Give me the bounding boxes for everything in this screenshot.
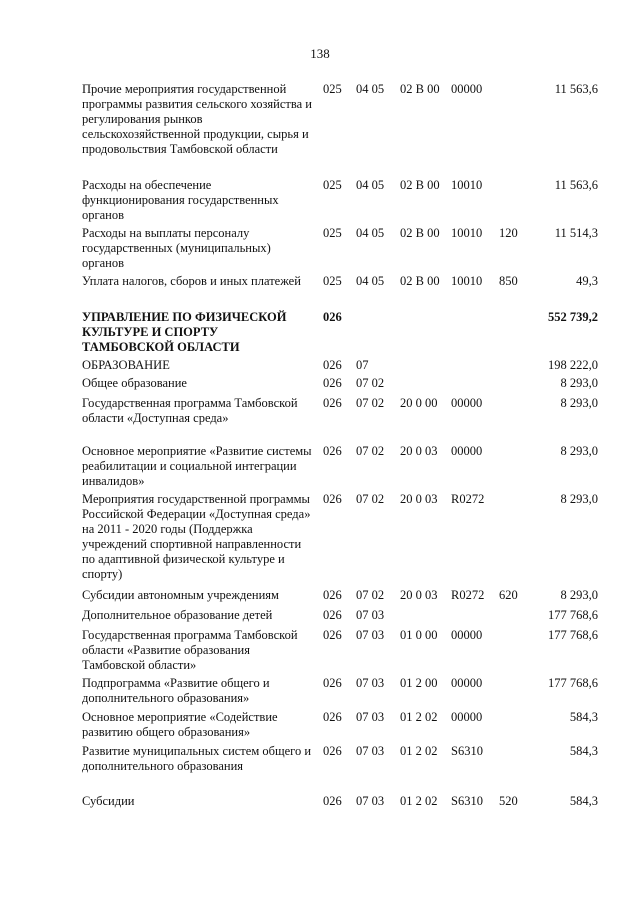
row-name: Расходы на выплаты персоналу государственных (муниципальных) органов — [82, 226, 271, 270]
row-sum: 177 768,6 — [548, 676, 598, 690]
row-program-code: 01 2 02 — [400, 744, 438, 758]
table-row — [0, 608, 640, 628]
row-section: 07 03 — [356, 676, 385, 690]
row-sum: 177 768,6 — [548, 628, 598, 642]
row-sum: 8 293,0 — [560, 376, 598, 390]
page-number: 138 — [310, 46, 330, 61]
table-row — [0, 226, 640, 274]
table-row-department — [0, 310, 640, 358]
row-sum: 8 293,0 — [560, 492, 598, 506]
row-program-code: 01 0 00 — [400, 628, 438, 642]
row-section: 07 02 — [356, 588, 385, 602]
table-row — [0, 274, 640, 310]
row-ved: 026 — [323, 608, 342, 622]
row-section: 07 — [356, 358, 369, 372]
row-section: 07 02 — [356, 444, 385, 458]
row-program-code: 20 0 00 — [400, 396, 438, 410]
row-expense-type: 850 — [499, 274, 518, 288]
row-name: Подпрограмма «Развитие общего и дополнительного образования» — [82, 676, 270, 705]
row-section: 07 03 — [356, 710, 385, 724]
row-ved: 026 — [323, 744, 342, 758]
row-expense-code: 00000 — [451, 82, 483, 96]
row-name: Основное мероприятие «Развитие системы реабилитации и социальной интеграции инвалидов» — [82, 444, 312, 488]
row-expense-code: 00000 — [451, 676, 483, 690]
budget-table — [0, 82, 640, 814]
row-name: ОБРАЗОВАНИЕ — [82, 358, 170, 372]
table-row — [0, 82, 640, 178]
row-ved: 026 — [323, 676, 342, 690]
row-sum: 8 293,0 — [560, 444, 598, 458]
row-sum: 11 514,3 — [554, 226, 598, 240]
row-sum: 584,3 — [569, 710, 598, 724]
row-section: 07 02 — [356, 396, 385, 410]
row-section: 04 05 — [356, 178, 385, 192]
row-name: Общее образование — [82, 376, 187, 390]
row-expense-code: R0272 — [451, 492, 485, 506]
row-section: 04 05 — [356, 226, 385, 240]
row-section: 07 02 — [356, 492, 385, 506]
row-program-code: 02 В 00 — [400, 274, 440, 288]
row-sum: 584,3 — [569, 744, 598, 758]
row-sum: 584,3 — [569, 794, 598, 808]
row-expense-code: 00000 — [451, 628, 483, 642]
row-program-code: 20 0 03 — [400, 492, 438, 506]
row-ved: 026 — [323, 376, 342, 390]
row-sum: 552 739,2 — [548, 310, 598, 324]
row-name: Субсидии автономным учреждениям — [82, 588, 279, 602]
row-section: 07 03 — [356, 744, 385, 758]
table-row — [0, 628, 640, 676]
row-name: Государственная программа Тамбовской области «Доступная среда» — [82, 396, 298, 425]
row-ved: 025 — [323, 226, 342, 240]
row-name: Мероприятия государственной программы Российской Федерации «Доступная среда» на 2011 - 2020 годы (Поддержка учреждений спортивной направленности по адаптивной физической культуре и спорту) — [82, 492, 311, 581]
row-section: 07 03 — [356, 628, 385, 642]
row-expense-code: 00000 — [451, 444, 483, 458]
row-ved: 026 — [323, 588, 342, 602]
row-sum: 8 293,0 — [560, 396, 598, 410]
row-sum: 8 293,0 — [560, 588, 598, 602]
row-section: 07 03 — [356, 608, 385, 622]
row-sum: 49,3 — [576, 274, 598, 288]
row-program-code: 02 В 00 — [400, 178, 440, 192]
row-section: 07 03 — [356, 794, 385, 808]
row-ved: 025 — [323, 82, 342, 96]
row-name: Развитие муниципальных систем общего и дополнительного образования — [82, 744, 312, 773]
table-row — [0, 744, 640, 794]
row-program-code: 02 В 00 — [400, 82, 440, 96]
table-row — [0, 376, 640, 396]
row-expense-type: 620 — [499, 588, 518, 602]
row-ved: 026 — [323, 710, 342, 724]
row-name: Прочие мероприятия государственной программы развития сельского хозяйства и регулирования рынков сельскохозяйственной продукции, сырья и продовольствия Тамбовской области — [82, 82, 312, 156]
row-ved: 026 — [323, 492, 342, 506]
table-row — [0, 492, 640, 588]
row-section: 04 05 — [356, 82, 385, 96]
row-expense-code: R0272 — [451, 588, 485, 602]
row-expense-code: S6310 — [451, 794, 483, 808]
row-expense-code: 10010 — [451, 226, 483, 240]
table-row — [0, 178, 640, 226]
row-program-code: 01 2 00 — [400, 676, 438, 690]
table-row — [0, 676, 640, 710]
row-sum: 11 563,6 — [554, 82, 598, 96]
row-name: УПРАВЛЕНИЕ ПО ФИЗИЧЕСКОЙ КУЛЬТУРЕ И СПОРТУ ТАМБОВСКОЙ ОБЛАСТИ — [82, 310, 287, 354]
row-section: 04 05 — [356, 274, 385, 288]
row-ved: 026 — [323, 310, 342, 324]
row-ved: 026 — [323, 358, 342, 372]
row-expense-code: S6310 — [451, 744, 483, 758]
row-name: Дополнительное образование детей — [82, 608, 273, 622]
row-expense-type: 520 — [499, 794, 518, 808]
row-expense-code: 00000 — [451, 396, 483, 410]
row-ved: 026 — [323, 628, 342, 642]
row-ved: 025 — [323, 274, 342, 288]
row-expense-code: 10010 — [451, 274, 483, 288]
row-program-code: 01 2 02 — [400, 710, 438, 724]
row-program-code: 20 0 03 — [400, 588, 438, 602]
row-section: 07 02 — [356, 376, 385, 390]
row-name: Расходы на обеспечение функционирования государственных органов — [82, 178, 279, 222]
row-name: Государственная программа Тамбовской области «Развитие образования Тамбовской области» — [82, 628, 298, 672]
table-row — [0, 710, 640, 744]
row-ved: 026 — [323, 396, 342, 410]
row-program-code: 20 0 03 — [400, 444, 438, 458]
row-name: Основное мероприятие «Содействие развитию общего образования» — [82, 710, 278, 739]
row-expense-type: 120 — [499, 226, 518, 240]
table-row — [0, 396, 640, 444]
table-row — [0, 358, 640, 376]
row-ved: 026 — [323, 794, 342, 808]
table-row — [0, 588, 640, 608]
row-ved: 025 — [323, 178, 342, 192]
row-sum: 11 563,6 — [554, 178, 598, 192]
row-program-code: 01 2 02 — [400, 794, 438, 808]
row-expense-code: 00000 — [451, 710, 483, 724]
row-name: Субсидии — [82, 794, 135, 808]
row-sum: 198 222,0 — [548, 358, 598, 372]
table-row — [0, 444, 640, 492]
row-program-code: 02 В 00 — [400, 226, 440, 240]
row-sum: 177 768,6 — [548, 608, 598, 622]
row-expense-code: 10010 — [451, 178, 483, 192]
table-row — [0, 794, 640, 814]
row-ved: 026 — [323, 444, 342, 458]
row-name: Уплата налогов, сборов и иных платежей — [82, 274, 301, 288]
